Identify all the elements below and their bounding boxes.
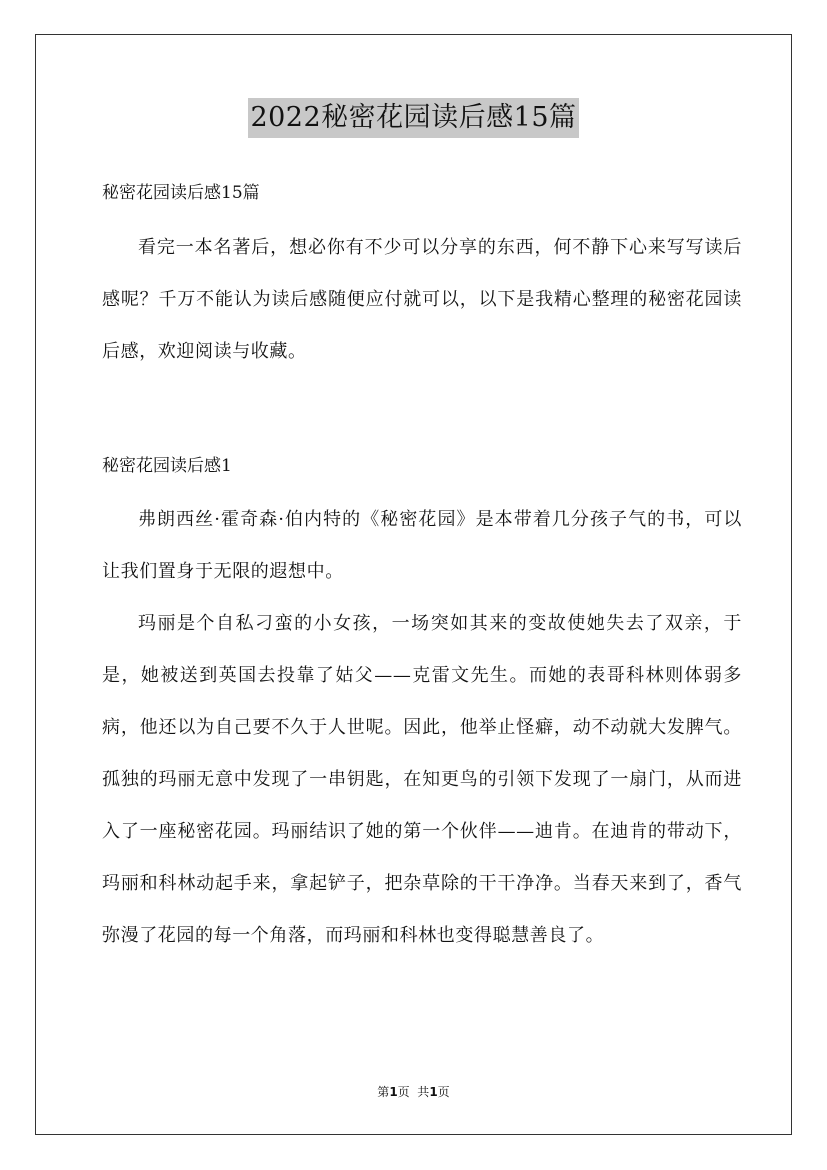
section-heading: 秘密花园读后感1 (102, 456, 232, 476)
document-title: 2022秘密花园读后感15篇 (248, 98, 578, 138)
footer-page-current: 1 (389, 1085, 398, 1099)
footer-suffix: 页 (437, 1085, 450, 1099)
page-footer (0, 1083, 827, 1100)
body-paragraph-1: 弗朗西丝·霍奇森·伯内特的《秘密花园》是本带着几分孩子气的书，可以让我们置身于无限的遐想中。 (102, 509, 742, 582)
body-paragraph-2: 玛丽是个自私刁蛮的小女孩，一场突如其来的变故使她失去了双亲，于是，她被送到英国去投靠了姑父——克雷文先生。而她的表哥科林则体弱多病，他还以为自己要不久于人世呢。因此，他举止怪癖，动不动就大发脾气。孤独的玛丽无意中发现了一串钥匙，在知更鸟的引领下发现了一扇门，从而进入了一座秘密花园。玛丽结识了她的第一个伙伴——迪肯。在迪肯的带动下，玛丽和科林动起手来，拿起铲子，把杂草除的干干净净。当春天来到了，香气弥漫了花园的每一个角落，而玛丽和科林也变得聪慧善良了。 (102, 613, 742, 946)
footer-mid: 页 共 (397, 1085, 430, 1099)
title-container (0, 98, 827, 138)
footer-page-total: 1 (429, 1085, 438, 1099)
intro-paragraph: 看完一本名著后，想必你有不少可以分享的东西，何不静下心来写写读后感呢？千万不能认为读后感随便应付就可以，以下是我精心整理的秘密花园读后感，欢迎阅读与收藏。 (102, 237, 742, 362)
document-subtitle: 秘密花园读后感15篇 (102, 183, 260, 203)
footer-prefix: 第 (377, 1085, 390, 1099)
